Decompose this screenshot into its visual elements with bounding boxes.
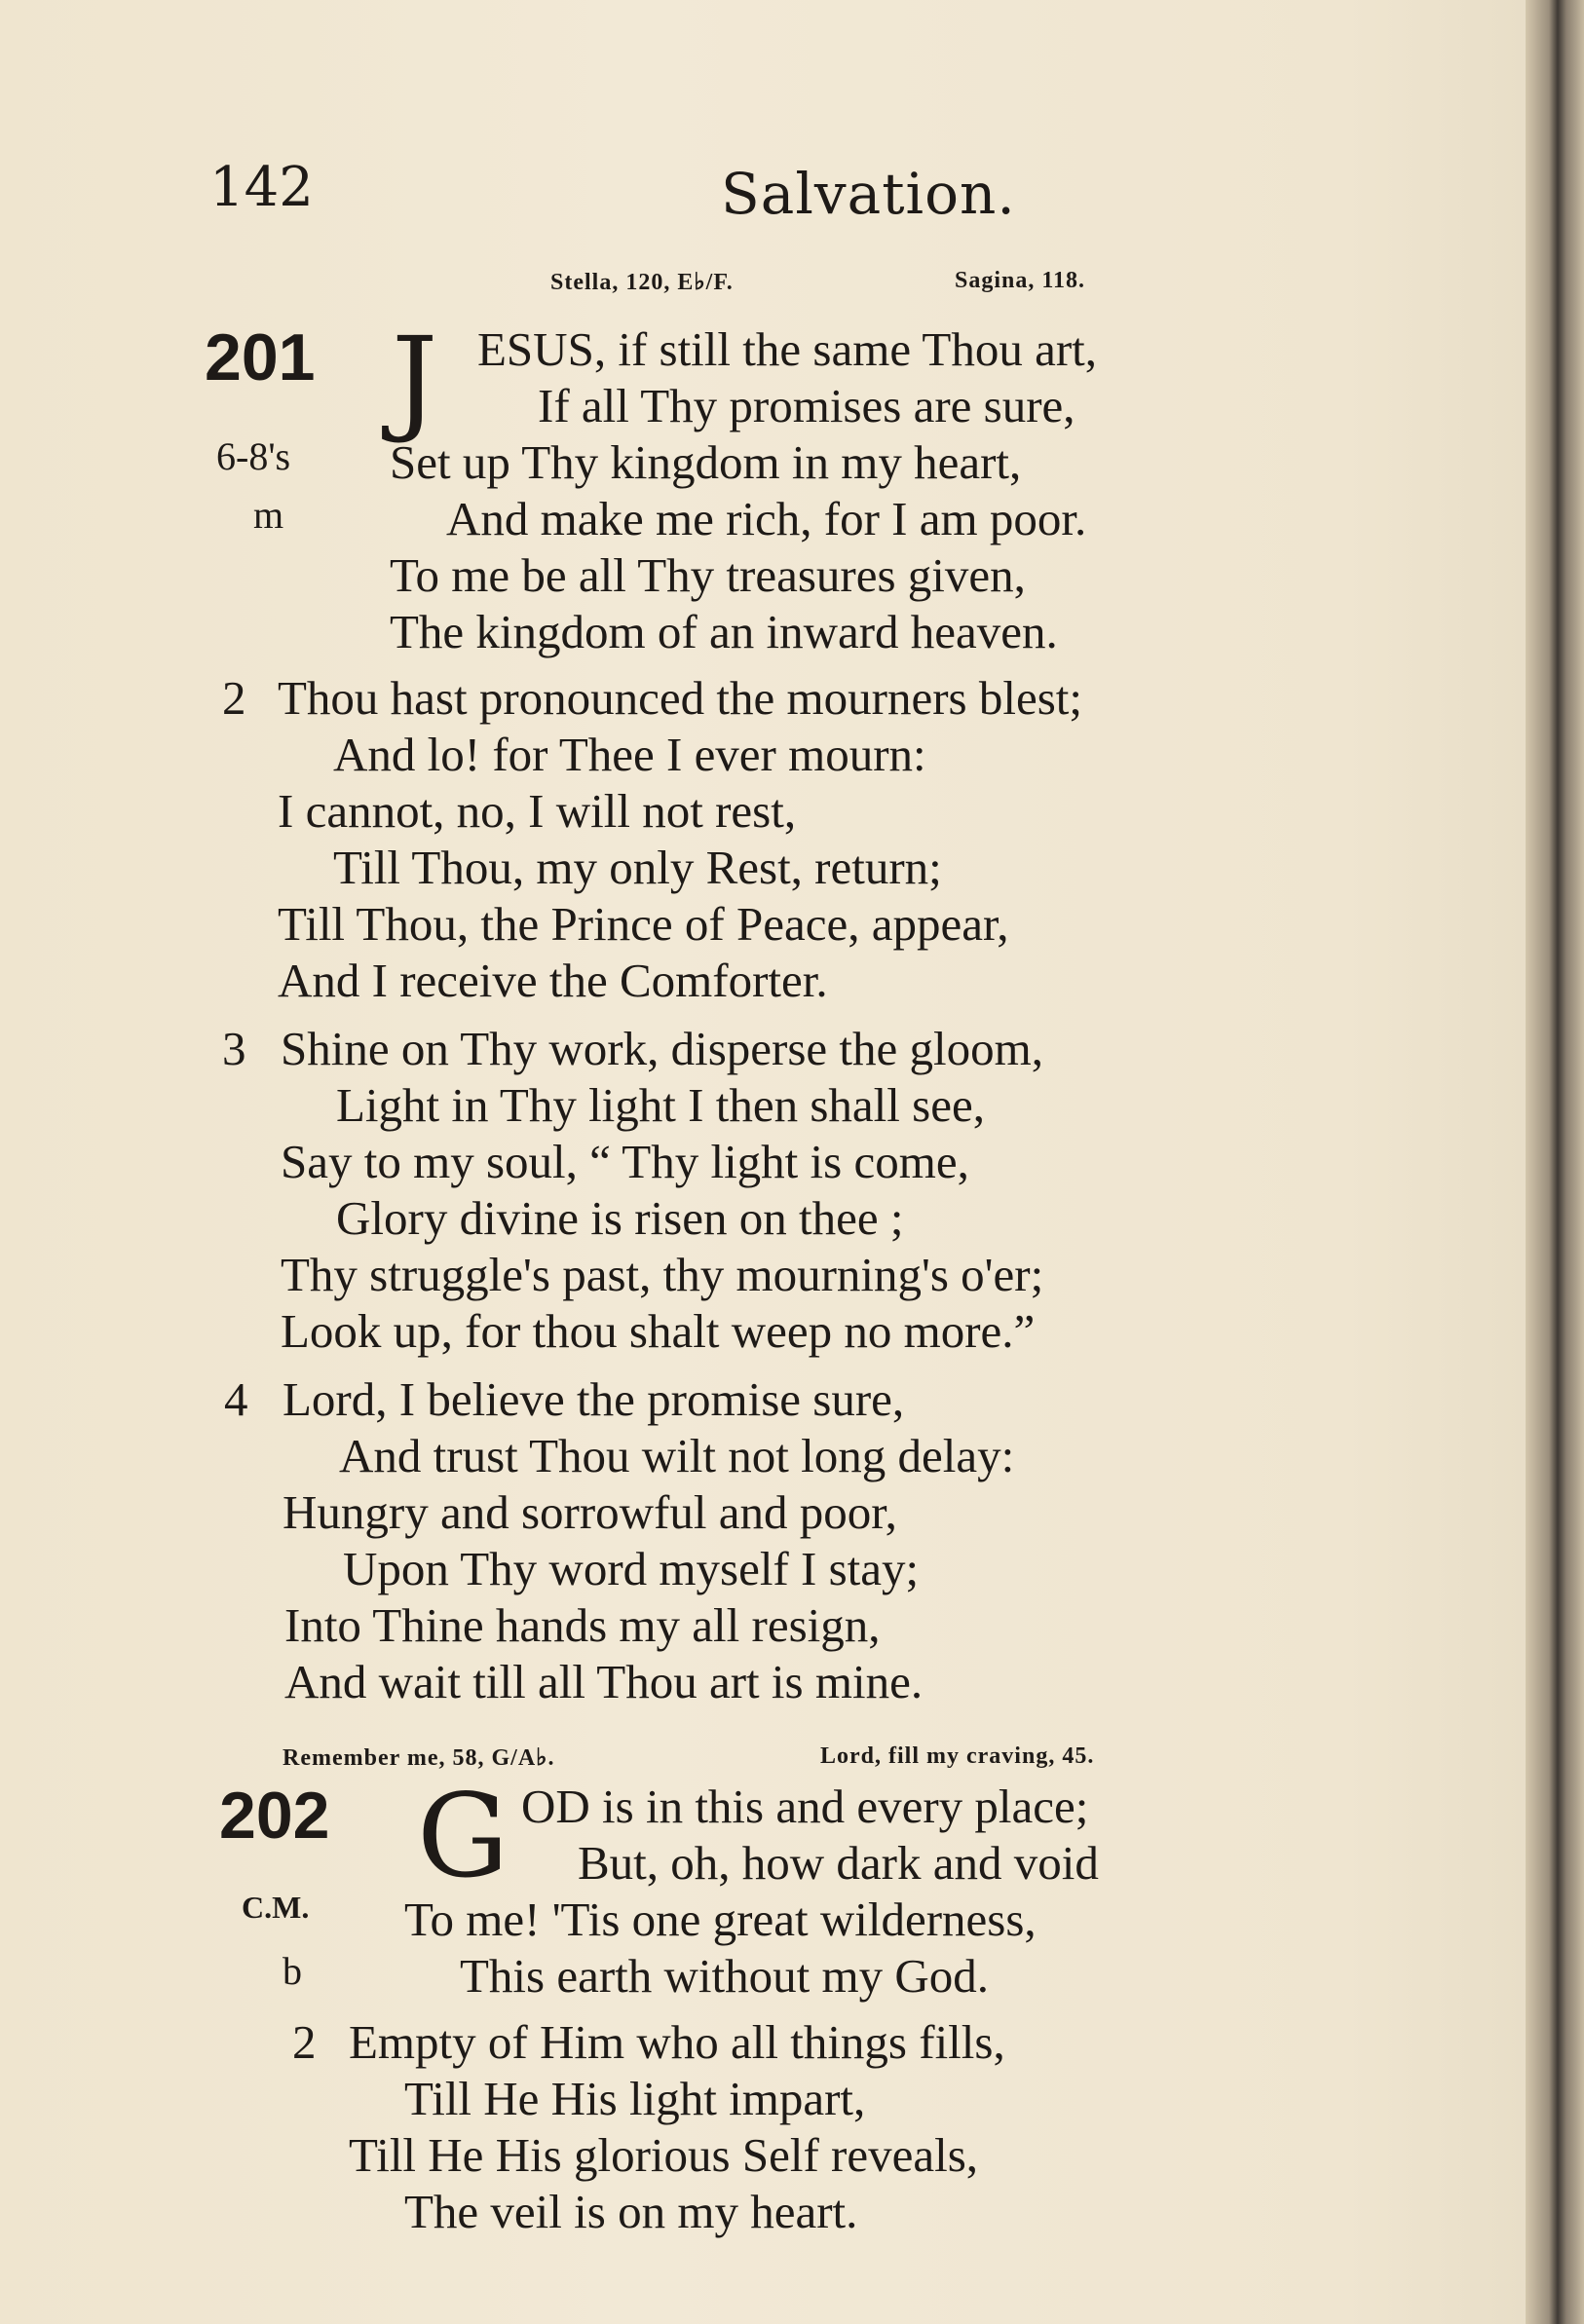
hymn-201-line: And lo! for Thee I ever mourn:: [333, 728, 926, 781]
hymn-202-line: OD is in this and every place;: [521, 1780, 1089, 1833]
page-gutter: [1526, 0, 1584, 2324]
hymn-201-line: Look up, for thou shalt weep no more.”: [281, 1304, 1036, 1358]
hymn-201-line: Till Thou, the Prince of Peace, appear,: [278, 897, 1009, 951]
hymn-201-line: Say to my soul, “ Thy light is come,: [281, 1135, 969, 1188]
hymn-201-line: Till Thou, my only Rest, return;: [333, 841, 942, 894]
hymn-201-line: Into Thine hands my all resign,: [284, 1598, 881, 1652]
hymn-201-line: Glory divine is risen on thee ;: [336, 1191, 904, 1245]
hymn-202-tune-left: Remember me, 58, G/A♭.: [283, 1745, 555, 1771]
hymn-201-line: And trust Thou wilt not long delay:: [339, 1429, 1015, 1482]
hymn-201-line: Thy struggle's past, thy mourning's o'er;: [281, 1248, 1044, 1301]
hymn-201-line: The kingdom of an inward heaven.: [390, 605, 1058, 658]
hymn-201-tune-right: Sagina, 118.: [955, 268, 1086, 293]
verse-number: 2: [222, 671, 246, 725]
hymn-202-line: But, oh, how dark and void: [578, 1836, 1099, 1890]
hymn-201-line: Upon Thy word myself I stay;: [343, 1542, 920, 1595]
hymn-202-number: 202: [219, 1779, 330, 1853]
hymn-202-tune-right: Lord, fill my craving, 45.: [820, 1743, 1095, 1769]
running-head: Salvation.: [721, 161, 1016, 227]
hymn-201-number: 201: [205, 320, 316, 394]
hymn-201-line: Thou hast pronounced the mourners blest;: [278, 671, 1083, 725]
hymn-201-line: Set up Thy kingdom in my heart,: [390, 435, 1022, 489]
hymn-202-meter: C.M.: [242, 1890, 310, 1925]
hymn-201-dropcap: J: [392, 312, 438, 446]
hymn-202-mark: b: [283, 1949, 302, 1993]
hymn-201-line: And I receive the Comforter.: [278, 954, 828, 1007]
hymn-201-line: Lord, I believe the promise sure,: [283, 1372, 905, 1426]
hymn-202-line: To me! 'Tis one great wilderness,: [404, 1893, 1037, 1946]
hymn-201-meter: 6-8's: [216, 434, 291, 478]
hymn-201-line: And wait till all Thou art is mine.: [284, 1655, 924, 1708]
hymn-201-line: Hungry and sorrowful and poor,: [283, 1485, 897, 1539]
hymn-202-line: The veil is on my heart.: [404, 2185, 858, 2238]
verse-number: 3: [222, 1022, 246, 1075]
hymn-201-line: ESUS, if still the same Thou art,: [477, 322, 1098, 376]
hymn-201-line: Light in Thy light I then shall see,: [336, 1078, 985, 1132]
verse-number: 2: [292, 2015, 317, 2069]
verse-number: 4: [224, 1372, 248, 1426]
hymn-201-line: Shine on Thy work, disperse the gloom,: [281, 1022, 1044, 1075]
hymn-201-line: If all Thy promises are sure,: [538, 379, 1075, 432]
hymn-202-line: Empty of Him who all things fills,: [349, 2015, 1005, 2069]
page-number: 142: [209, 156, 314, 219]
hymn-202-line: This earth without my God.: [460, 1949, 990, 2003]
hymn-201-line: I cannot, no, I will not rest,: [278, 784, 797, 838]
hymn-202-line: Till He His light impart,: [404, 2072, 866, 2125]
hymn-201-line: And make me rich, for I am poor.: [446, 492, 1087, 545]
hymn-202-line: Till He His glorious Self reveals,: [349, 2128, 979, 2182]
hymn-202-dropcap: G: [417, 1769, 509, 1903]
hymn-201-tune-left: Stella, 120, E♭/F.: [550, 270, 734, 295]
hymn-201-mark: m: [253, 493, 284, 537]
hymn-201-line: To me be all Thy treasures given,: [390, 548, 1026, 602]
